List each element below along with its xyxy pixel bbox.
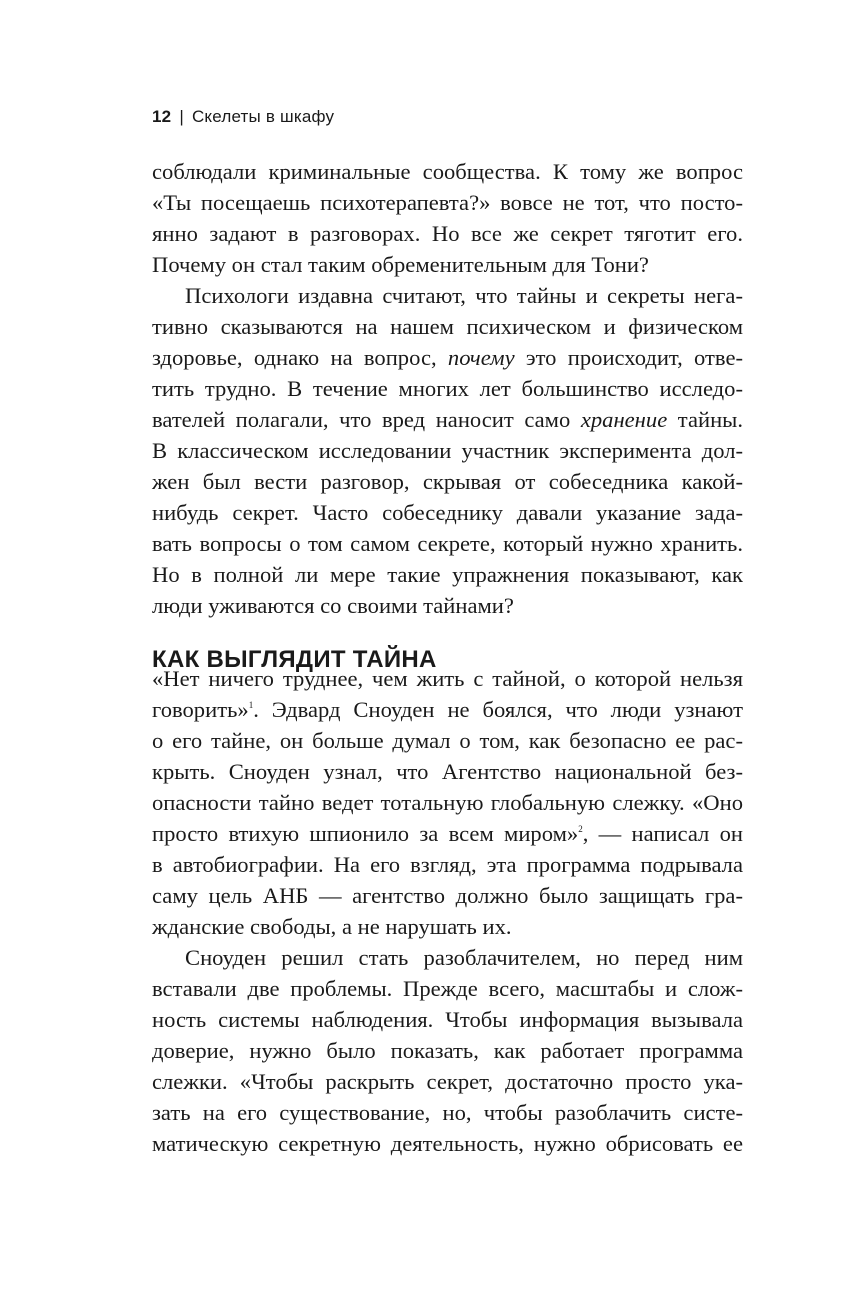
text-line: жданские свободы, а не нарушать их. [152,914,512,939]
text-line: доверие, нужно было показать, как работает программа [152,1038,743,1063]
text-line: «Нет ничего труднее, чем жить с тайной, о которой нельзя [152,666,743,691]
text-line [152,342,743,373]
text-run: , — написал он [582,821,743,846]
book-title: Скелеты в шкафу [191,107,335,126]
body-text-top [152,156,743,621]
text-line: крыть. Сноуден узнал, что Агентство национальной без- [152,759,743,784]
text-line: янно задают в разговорах. Но все же секрет тяготит его. [152,221,743,246]
text-run: говорить» [152,697,249,722]
text-line [152,404,743,435]
text-line: вать вопросы о том самом секрете, который нужно хранить. [152,531,743,556]
text-line: опасности тайно ведет тотальную глобальную слежку. «Оно [152,790,743,815]
text-line: соблюдали криминальные сообщества. К тому же вопрос [152,159,743,184]
text-line: слежки. «Чтобы раскрыть секрет, достаточно просто ука- [152,1069,743,1094]
text-run: здоровье, однако на вопрос, [152,345,448,370]
text-line: в автобиографии. На его взгляд, эта программа подрывала [152,852,743,877]
text-run: тайны. [667,407,743,432]
text-line [152,818,743,849]
text-line: нибудь секрет. Часто собеседнику давали указание зада- [152,500,743,525]
text-line: тить трудно. В течение многих лет большинство исследо- [152,376,743,401]
text-run: вателей полагали, что вред наносит само [152,407,581,432]
page-number: 12 [152,107,172,126]
text-line: вставали две проблемы. Прежде всего, масштабы и слож- [152,976,743,1001]
section-heading: КАК ВЫГЛЯДИТ ТАЙНА [152,646,437,673]
text-line: тивно сказываются на нашем психическом и физическом [152,314,743,339]
text-line: Почему он стал таким обременительным для Тони? [152,252,649,277]
text-line: Но в полной ли мере такие упражнения показывают, как [152,562,743,587]
body-text-bottom [152,663,743,1159]
text-line: В классическом исследовании участник эксперимента дол- [152,438,743,463]
running-head [152,106,334,128]
text-line: зать на его существование, но, чтобы разоблачить систе- [152,1100,743,1125]
text-line: жен был вести разговор, скрывая от собеседника какой- [152,469,743,494]
running-head-separator: | [179,107,184,126]
text-line: саму цель АНБ — агентство должно было защищать гра- [152,883,743,908]
text-line: Психологи издавна считают, что тайны и секреты нега- [185,283,743,308]
text-line: ность системы наблюдения. Чтобы информация вызывала [152,1007,743,1032]
italic-emphasis: почему [447,345,515,370]
text-line: Сноуден решил стать разоблачителем, но перед ним [185,945,743,970]
text-line: матическую секретную деятельность, нужно обрисовать ее [152,1131,743,1156]
text-run: просто втихую шпионило за всем миром» [152,821,579,846]
italic-emphasis: хранение [580,407,668,432]
footnote-ref[interactable]: 2 [578,824,583,834]
footnote-ref[interactable]: 1 [248,700,254,710]
text-line: «Ты посещаешь психотерапевта?» вовсе не тот, что посто- [152,190,743,215]
text-line: о его тайне, он больше думал о том, как безопасно ее рас- [152,728,743,753]
text-line [152,694,743,725]
text-line: люди уживаются со своими тайнами? [152,593,514,618]
text-run: это происходит, отве- [514,345,743,370]
text-run: . Эдвард Сноуден не боялся, что люди узнают [253,697,743,722]
